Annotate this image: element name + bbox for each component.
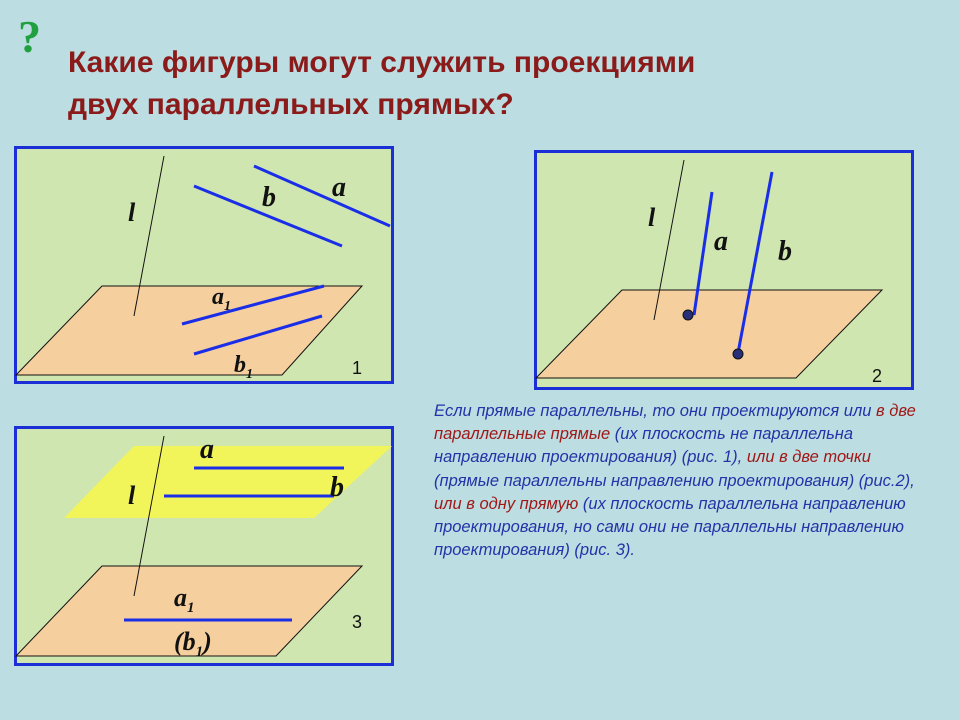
figure-1 [14, 146, 394, 384]
label-a1: $a_1$ [212, 284, 231, 314]
projection-point-a [683, 310, 693, 320]
description-text [434, 400, 924, 562]
figure-2-drawing [534, 150, 914, 390]
desc-highlight-two-points: или в две точки [746, 448, 871, 467]
figure-3-drawing [14, 426, 394, 666]
label-l: l [648, 203, 656, 232]
figure-3 [14, 426, 394, 666]
label-a1: $a_1$ [174, 583, 195, 616]
label-l: l [128, 481, 136, 510]
label-b: b [330, 472, 344, 503]
label-a: a [714, 226, 728, 257]
title-line-2: двух параллельных прямых? [68, 88, 514, 121]
figure-2 [534, 150, 914, 390]
desc-part-7: (их плоскость параллельна направлению проектирования, но сами они не параллельны направлению проектирования) (рис. 3). [434, 494, 906, 560]
label-a: a [200, 434, 214, 465]
title-line-1: Какие фигуры могут служить проекциями [68, 46, 696, 79]
label-b: b [778, 236, 792, 267]
question-mark-icon: ? [18, 11, 41, 62]
label-b: b [262, 182, 276, 213]
page-title [68, 42, 928, 126]
desc-highlight-one-line: или в одну прямую [434, 494, 579, 513]
figure-2-number: 2 [872, 366, 883, 386]
label-l: l [128, 198, 136, 227]
desc-highlight-two-lines: в две параллельные прямые [434, 402, 916, 444]
label-b1: $b_1$ [234, 352, 253, 382]
figure-1-number: 1 [352, 358, 363, 378]
desc-part-5: (прямые параллельны направлению проектирования) (рис.2), [434, 471, 915, 490]
figure-1-drawing [14, 146, 394, 384]
projection-point-b [733, 349, 743, 359]
desc-part-1: Если прямые параллельны, то они проектируются или [434, 402, 877, 420]
figure-3-number: 3 [352, 612, 363, 632]
desc-part-3: (их плоскость не параллельна направлению проектирования) (рис. 1), [434, 425, 854, 467]
label-a: a [332, 172, 346, 203]
label-b1: $(b_1)$ [174, 627, 212, 660]
